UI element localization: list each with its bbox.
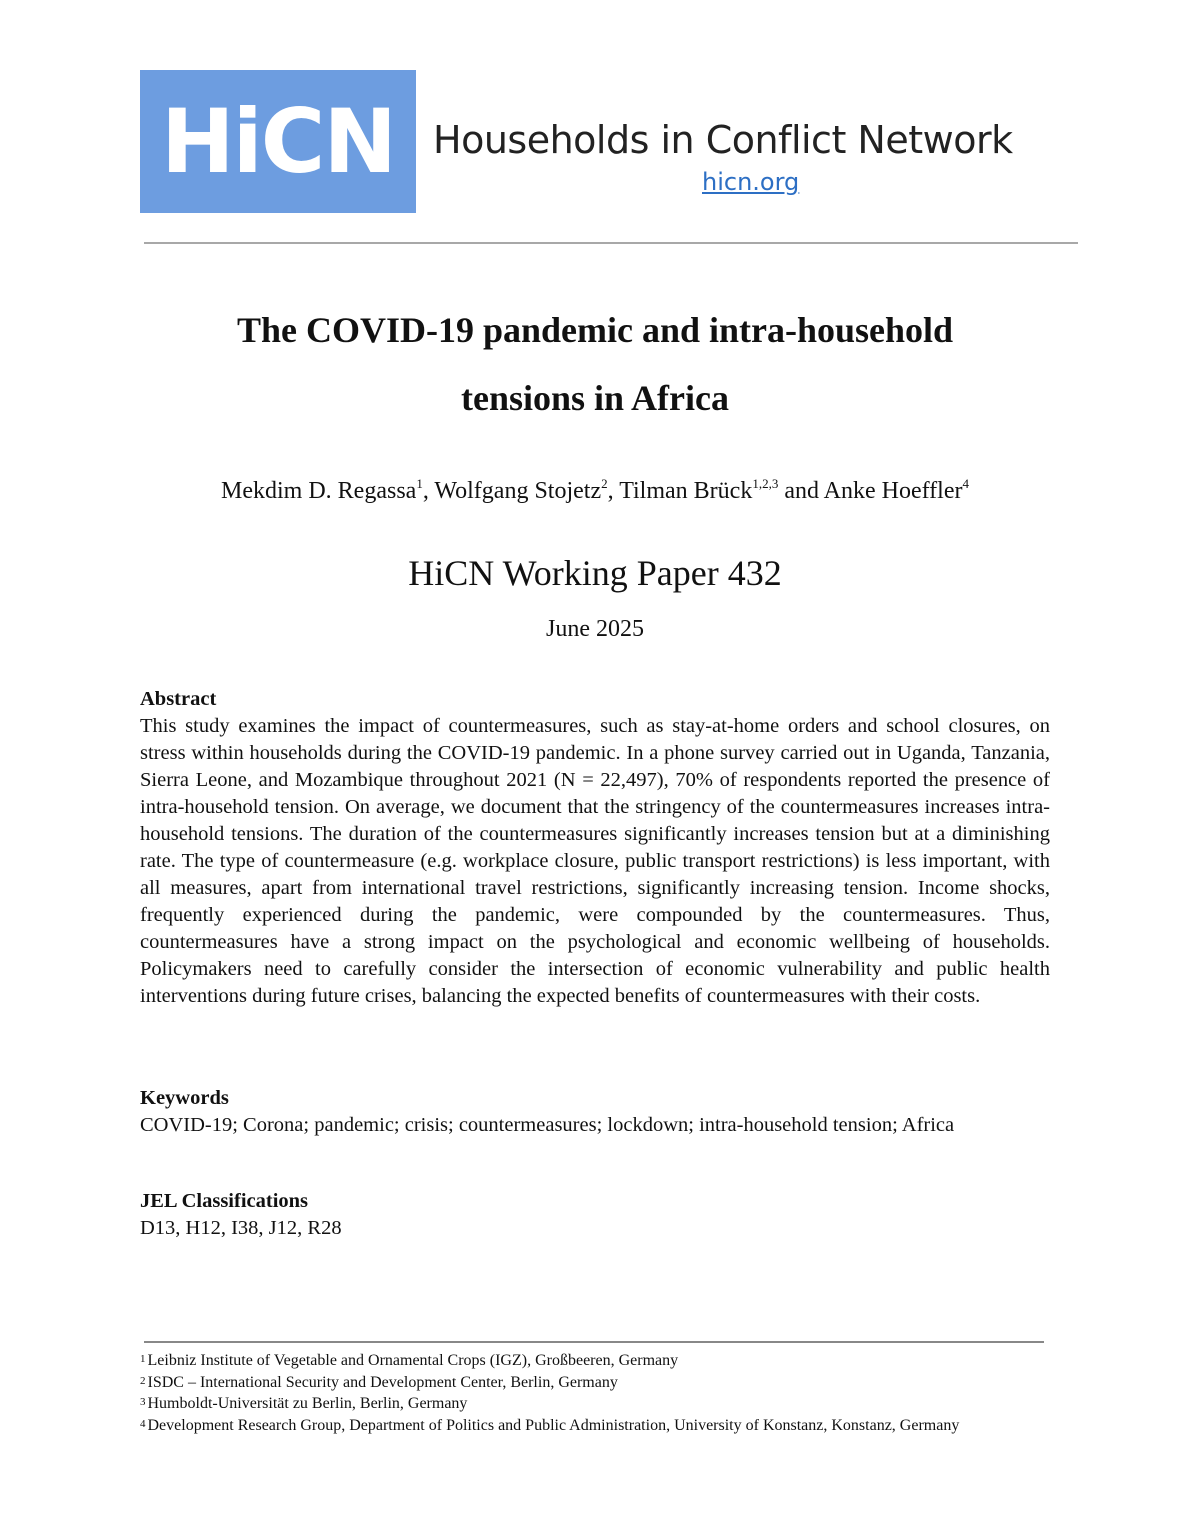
hicn-logo	[140, 70, 416, 213]
jel-section	[140, 1188, 1050, 1242]
footnote-divider	[144, 1341, 1044, 1343]
keywords-section	[140, 1085, 1050, 1139]
publication-date: June 2025	[546, 616, 644, 642]
jel-text: D13, H12, I38, J12, R28	[140, 1217, 342, 1239]
footnote	[140, 1350, 990, 1372]
abstract-text: This study examines the impact of countermeasures, such as stay-at-home orders and school closures, on stress within households during the COVID-19 pandemic. In a phone survey carried out in Uganda, Tanzania, Sierra Leone, and Mozambique throughout 2021 (N = 22,497), 70% of respondents reported the presence of intra-household tension. On average, we document that the stringency of the countermeasures increases intra-household tensions. The duration of the countermeasures significantly increases tension but at a diminishing rate. The type of countermeasure (e.g. workplace closure, public transport restrictions) is less important, with all measures, apart from international travel restrictions, significantly increasing tension. Income shocks, frequently experienced during the pandemic, were compounded by the countermeasures. Thus, countermeasures have a strong impact on the psychological and economic wellbeing of households. Policymakers need to carefully consider the intersection of economic vulnerability and public health interventions during future crises, balancing the expected benefits of countermeasures with their costs.	[140, 715, 1050, 1007]
keywords-heading: Keywords	[140, 1087, 229, 1109]
author-name: Anke Hoeffler	[823, 478, 963, 504]
paper-title	[100, 296, 1090, 432]
footnote	[140, 1372, 990, 1394]
author-affiliation-marker: 4	[962, 476, 969, 491]
footnotes	[140, 1350, 990, 1436]
footnote-text: Development Research Group, Department of Politics and Public Administration, University of Konstanz, Konstanz, Germany	[147, 1416, 960, 1434]
author-separator: and	[778, 478, 824, 504]
footnote-text: ISDC – International Security and Development Center, Berlin, Germany	[147, 1373, 618, 1391]
abstract-heading: Abstract	[140, 688, 217, 710]
working-paper-number: HiCN Working Paper 432	[408, 553, 782, 593]
author-affiliation-marker: 1	[416, 476, 423, 491]
keywords-text: COVID-19; Corona; pandemic; crisis; countermeasures; lockdown; intra-household tension; Africa	[140, 1114, 955, 1136]
footnote-number: 3	[140, 1396, 146, 1408]
footnote	[140, 1393, 990, 1415]
jel-heading: JEL Classifications	[140, 1190, 309, 1212]
author-name: Wolfgang Stojetz	[434, 478, 602, 504]
footnote-number: 1	[140, 1353, 146, 1365]
author-separator: ,	[422, 478, 435, 504]
footnote-number: 2	[140, 1374, 146, 1387]
footnote	[140, 1415, 990, 1437]
author-list	[60, 478, 1130, 505]
author-separator: ,	[607, 478, 620, 504]
abstract-section	[140, 686, 1050, 1010]
author-affiliation-marker: 1,2,3	[752, 476, 779, 491]
network-name: Households in Conflict Network	[433, 118, 1013, 162]
author-name: Mekdim D. Regassa	[221, 478, 417, 504]
footnote-text: Leibniz Institute of Vegetable and Ornamental Crops (IGZ), Großbeeren, Germany	[147, 1352, 679, 1369]
header-divider	[144, 242, 1078, 244]
logo-text: HiCN	[160, 89, 396, 193]
author-affiliation-marker: 2	[601, 476, 608, 491]
title-line-1: The COVID-19 pandemic and intra-household	[236, 310, 954, 350]
author-name: Tilman Brück	[619, 478, 753, 504]
footnote-text: Humboldt-Universität zu Berlin, Berlin, Germany	[147, 1395, 468, 1412]
footnote-number: 4	[140, 1417, 146, 1430]
title-line-2: tensions in Africa	[460, 378, 729, 418]
hicn-link[interactable]: hicn.org	[702, 168, 800, 196]
